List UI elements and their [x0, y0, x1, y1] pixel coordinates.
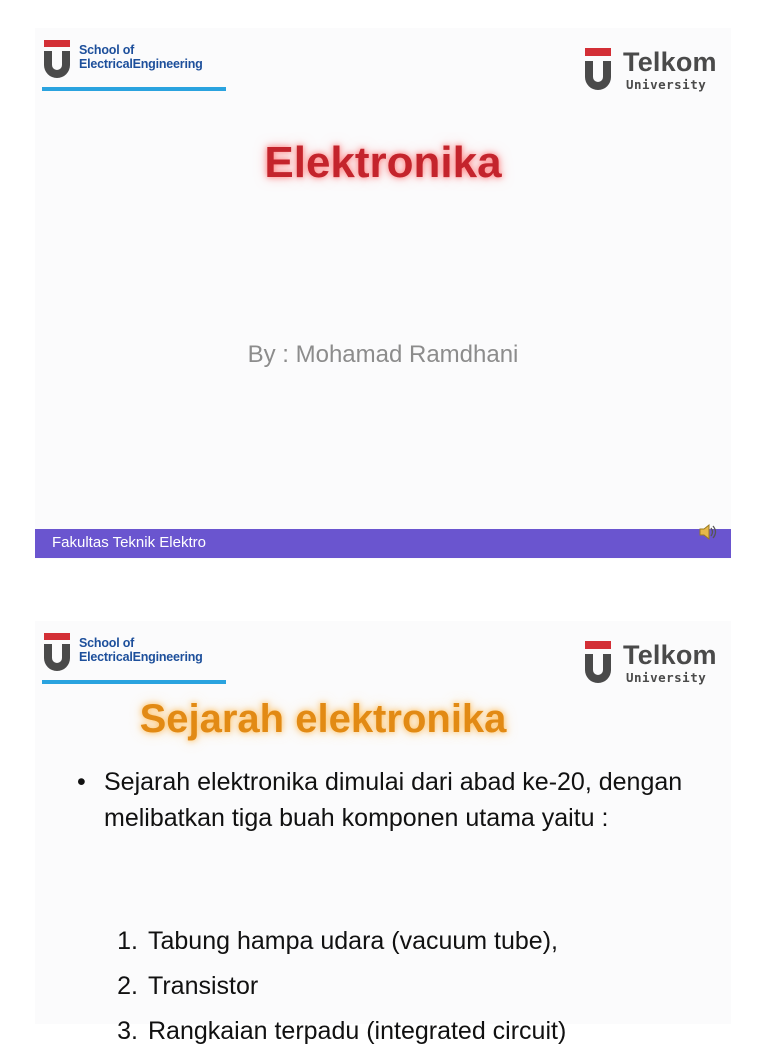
school-logo-underline: [42, 680, 226, 684]
telkom-u-mark-icon: [42, 633, 72, 673]
list-item-text: Transistor: [148, 972, 259, 1000]
telkom-university-logo: [583, 641, 723, 691]
list-item: [108, 923, 708, 968]
school-logo-line2: ElectricalEngineering: [79, 57, 203, 71]
telkom-u-mark-icon: [583, 48, 613, 92]
school-logo-line1: School of: [79, 43, 135, 57]
telkom-university-label: University: [626, 77, 707, 92]
slide-title: [35, 28, 731, 559]
speaker-icon[interactable]: [697, 521, 719, 543]
telkom-university-label: University: [626, 670, 707, 685]
slide-history: [35, 621, 731, 1045]
list-item: [108, 1013, 708, 1058]
school-logo-text: [79, 636, 203, 664]
list-item-number: 2.: [117, 972, 138, 1000]
list-item-text: Rangkaian terpadu (integrated circuit): [148, 1017, 567, 1045]
school-logo-underline: [42, 87, 226, 91]
list-item: [108, 968, 708, 1013]
footer-label: Fakultas Teknik Elektro: [52, 534, 206, 551]
telkom-u-mark-icon: [42, 40, 72, 80]
school-logo-line2: ElectricalEngineering: [79, 650, 203, 664]
school-logo-text: [79, 43, 203, 71]
telkom-university-logo: [583, 48, 723, 98]
telkom-name: Telkom: [623, 47, 717, 77]
telkom-name: Telkom: [623, 640, 717, 670]
school-logo-line1: School of: [79, 636, 135, 650]
list-item-number: 3.: [117, 1017, 138, 1045]
list-item-number: 1.: [117, 927, 138, 955]
component-list: [108, 923, 708, 1058]
telkom-u-mark-icon: [583, 641, 613, 685]
bullet-text: Sejarah elektronika dimulai dari abad ke-20, dengan melibatkan tiga buah komponen utama yaitu :: [104, 768, 683, 832]
footer-bar: [35, 529, 731, 558]
list-item-text: Tabung hampa udara (vacuum tube),: [148, 927, 558, 955]
bullet-dot: •: [77, 768, 86, 796]
slide-title-heading: Elektronika: [264, 138, 502, 187]
author-byline: By : Mohamad Ramdhani: [247, 341, 519, 368]
slide-history-heading: Sejarah elektronika: [139, 697, 507, 741]
